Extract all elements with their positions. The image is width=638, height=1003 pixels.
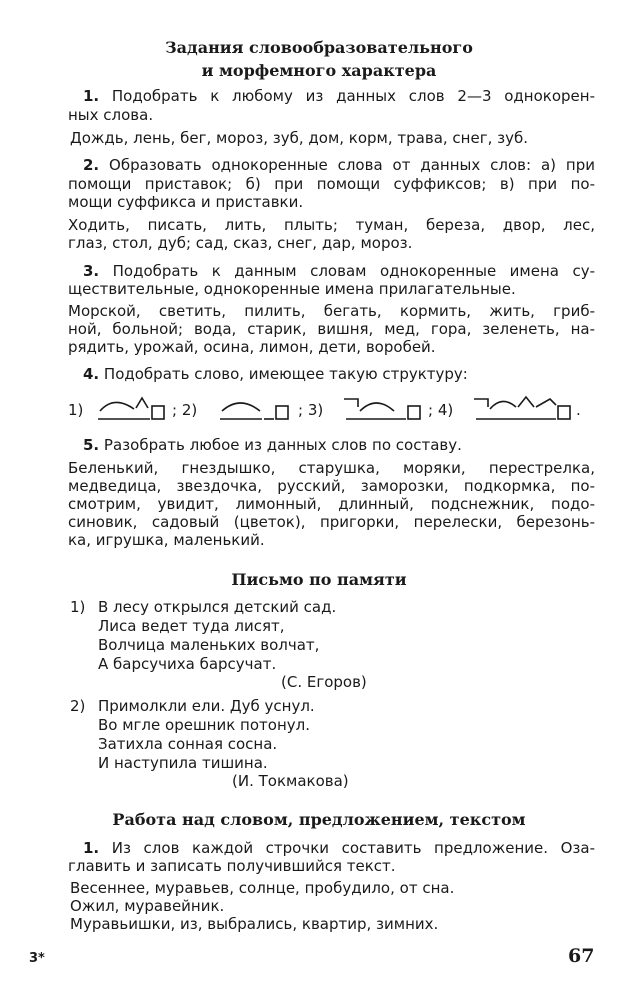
page-number: 67	[568, 945, 595, 967]
section3-row-1: Весеннее, муравьев, солнце, пробудило, от сна.	[70, 879, 455, 897]
task3-text-1: Подобрать к данным словам однокоренные имена су-	[112, 262, 595, 280]
task2-text-1: Образовать однокоренные слова от данных слов: а) при	[109, 156, 595, 174]
task5-words-5: ка, игрушка, маленький.	[68, 531, 265, 549]
task5-line	[83, 436, 462, 454]
task1-words: Дождь, лень, бег, мороз, зуб, дом, корм, трава, снег, зуб.	[70, 129, 528, 147]
poem2-author: (И. Токмакова)	[232, 772, 349, 790]
task1-number: 1.	[83, 87, 100, 105]
task1-line1	[83, 87, 595, 105]
task5-words-1: Беленький, гнездышко, старушка, моряки, перестрелка,	[68, 459, 595, 477]
signature-mark: 3*	[29, 951, 45, 966]
task5-number: 5.	[83, 436, 100, 454]
main-heading-line1: Задания словообразовательного	[165, 38, 473, 57]
poem1-number: 1)	[70, 598, 86, 616]
task2-words-1: Ходить, писать, лить, плыть; туман, береза, двор, лес,	[68, 216, 595, 234]
task2-line1	[83, 156, 595, 174]
task3-line1	[83, 262, 595, 280]
task2-words-2: глаз, стол, дуб; сад, сказ, снег, дар, мороз.	[68, 234, 413, 252]
section3-task-line1	[83, 839, 595, 857]
task5-words-4: синовик, садовый (цветок), пригорки, перелески, березонь-	[68, 513, 595, 531]
poem1-line-3: Волчица маленьких волчат,	[98, 636, 320, 654]
main-heading-line2: и морфемного характера	[201, 61, 437, 80]
task3-words-1: Морской, светить, пилить, бегать, кормить, жить, гриб-	[68, 302, 595, 320]
poem2-line-1: Примолкли ели. Дуб уснул.	[98, 697, 315, 715]
section-title-memory: Письмо по памяти	[231, 570, 407, 589]
poem2-line-2: Во мгле орешник потонул.	[98, 716, 310, 734]
poem2-line-4: И наступила тишина.	[98, 754, 268, 772]
diagram-label-4: ; 4)	[428, 401, 454, 419]
section3-row-2: Ожил, муравейник.	[70, 897, 225, 915]
structure-diagram-3	[340, 393, 424, 425]
task3-number: 3.	[83, 262, 100, 280]
diagram-label-2: ; 2)	[172, 401, 198, 419]
poem1-author: (С. Егоров)	[281, 673, 367, 691]
poem2-line-3: Затихла сонная сосна.	[98, 735, 278, 753]
section3-row-3: Муравьишки, из, выбрались, квартир, зимних.	[70, 915, 439, 933]
diagram-label-3: ; 3)	[298, 401, 324, 419]
task5-words-3: смотрим, увидит, лимонный, длинный, подснежник, подо-	[68, 495, 595, 513]
diagram-label-1: 1)	[68, 401, 84, 419]
poem1-line-2: Лиса ведет туда лисят,	[98, 617, 285, 635]
task3-words-3: рядить, урожай, осина, лимон, дети, воробей.	[68, 338, 436, 356]
section3-task-number: 1.	[83, 839, 100, 857]
task1-text-1: Подобрать к любому из данных слов 2—3 однокорен-	[111, 87, 595, 105]
diagram-end-period: .	[576, 401, 581, 419]
task5-text: Разобрать любое из данных слов по составу.	[103, 436, 462, 454]
task3-words-2: ной, больной; вода, старик, вишня, мед, гора, зеленеть, на-	[68, 320, 595, 338]
task1-text-2: ных слова.	[68, 106, 154, 124]
structure-diagram-1	[92, 393, 168, 425]
task4-number: 4.	[83, 365, 100, 383]
task4-line	[83, 365, 468, 383]
task5-words-2: медведица, звездочка, русский, заморозки, подкормка, по-	[68, 477, 595, 495]
poem1-line-4: А барсучиха барсучат.	[98, 655, 277, 673]
section3-task-text-2: главить и записать получившийся текст.	[68, 857, 396, 875]
task4-text: Подобрать слово, имеющее такую структуру:	[103, 365, 468, 383]
structure-diagram-2	[214, 393, 294, 425]
poem2-number: 2)	[70, 697, 86, 715]
section-title-word-work: Работа над словом, предложением, текстом	[112, 810, 526, 829]
structure-diagram-4	[470, 393, 578, 425]
section3-task-text-1: Из слов каждой строчки составить предложение. Оза-	[111, 839, 595, 857]
task2-text-3: мощи суффикса и приставки.	[68, 193, 304, 211]
task2-text-2: помощи приставок; б) при помощи суффиксов; в) при по-	[68, 175, 595, 193]
task3-text-2: ществительные, однокоренные имена прилагательные.	[68, 280, 516, 298]
word-structure-diagrams	[68, 393, 608, 425]
poem1-line-1: В лесу открылся детский сад.	[98, 598, 337, 616]
task2-number: 2.	[83, 156, 100, 174]
